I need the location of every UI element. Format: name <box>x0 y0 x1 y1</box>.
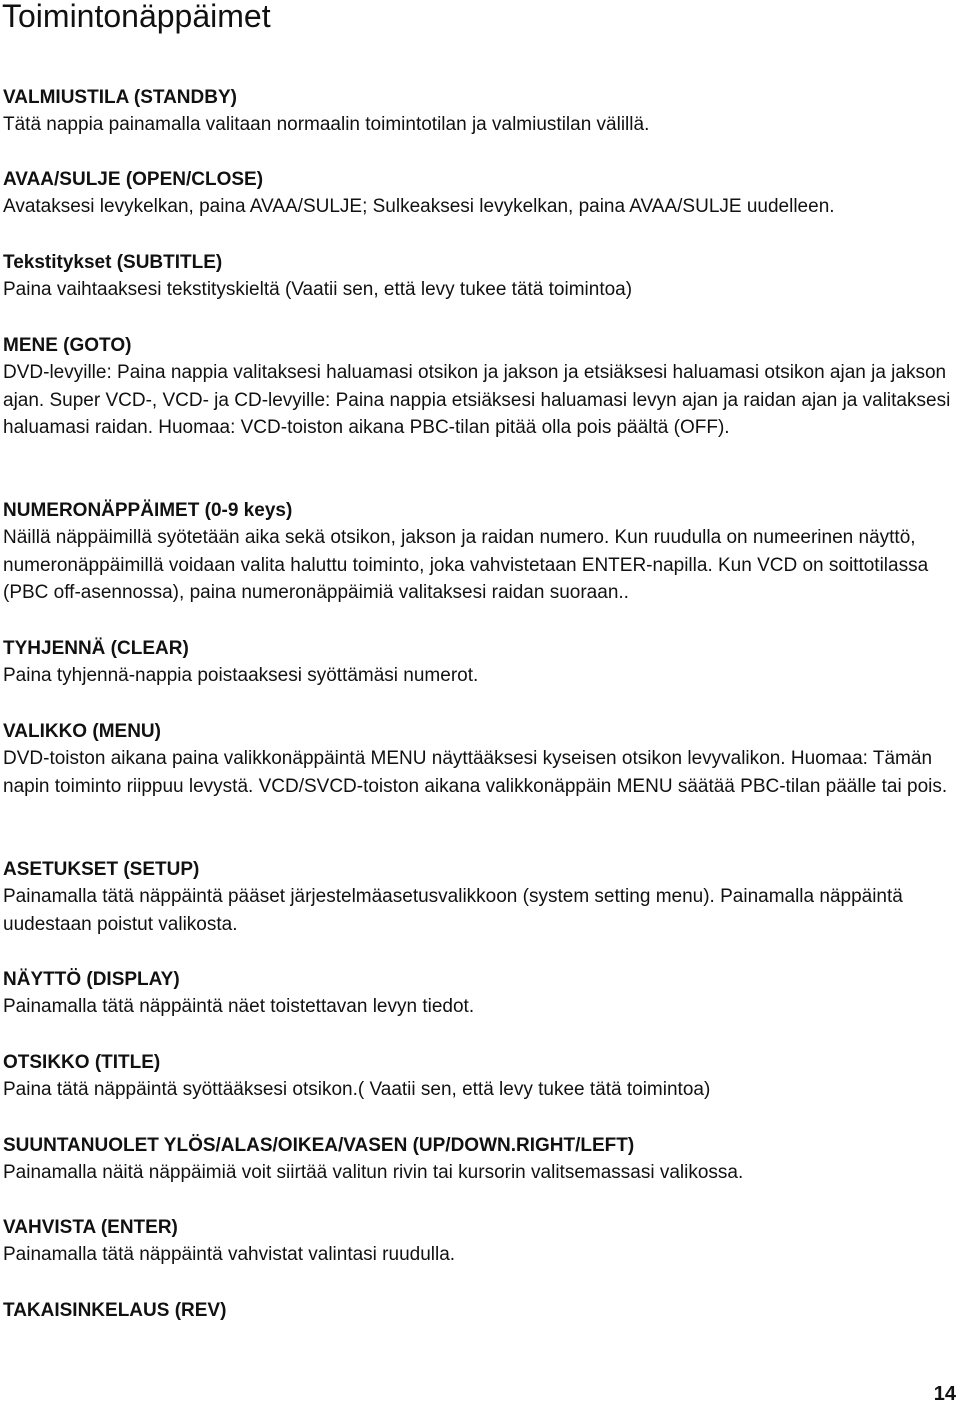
section-title <box>3 1049 958 1104</box>
section-body: DVD-toiston aikana paina valikkonäppäintä MENU näyttääksesi kyseisen otsikon levyvalikon. Huomaa: Tämän napin toiminto riippuu levystä. VCD/SVCD-toiston aikana valikkonäppäin MENU säätää PBC-tilan päälle tai pois. <box>3 748 948 797</box>
section-standby <box>3 84 958 139</box>
section-body: Painamalla tätä näppäintä vahvistat valintasi ruudulla. <box>3 1244 456 1265</box>
section-display <box>3 966 958 1021</box>
section-heading: TYHJENNÄ (CLEAR) <box>3 638 189 659</box>
section-setup <box>3 856 958 938</box>
section-body: Paina tyhjennä-nappia poistaaksesi syöttämäsi numerot. <box>3 665 479 686</box>
section-heading: NÄYTTÖ (DISPLAY) <box>3 969 180 990</box>
section-body: Näillä näppäimillä syötetään aika sekä otsikon, jakson ja raidan numero. Kun ruudulla on numeerinen näyttö, numeronäppäimillä voidaan valita haluttu toiminto, joka vahvistetaan ENTER-napilla. Kun VCD on soittotilassa (PBC off-asennossa), paina numeronäppäimiä valitaksesi raidan suoraan.. <box>3 527 929 603</box>
section-goto <box>3 332 958 442</box>
section-body: Tätä nappia painamalla valitaan normaalin toimintotilan ja valmiustilan välillä. <box>3 114 650 135</box>
section-enter <box>3 1214 958 1269</box>
section-body: Paina vaihtaaksesi tekstityskieltä (Vaatii sen, että levy tukee tätä toimintoa) <box>3 279 633 300</box>
section-heading: OTSIKKO (TITLE) <box>3 1052 161 1073</box>
section-body: Painamalla tätä näppäintä pääset järjestelmäasetusvalikkoon (system setting menu). Painamalla näppäintä uudestaan poistut valikosta. <box>3 886 903 935</box>
section-body: Avataksesi levykelkan, paina AVAA/SULJE; Sulkeaksesi levykelkan, paina AVAA/SULJE uudelleen. <box>3 196 835 217</box>
section-heading: TAKAISINKELAUS (REV) <box>3 1300 227 1321</box>
section-heading: VAHVISTA (ENTER) <box>3 1217 178 1238</box>
section-heading: SUUNTANUOLET YLÖS/ALAS/OIKEA/VASEN (UP/DOWN.RIGHT/LEFT) <box>3 1135 635 1156</box>
section-clear <box>3 635 958 690</box>
section-body: DVD-levyille: Paina nappia valitaksesi haluamasi otsikon ja jakson ja etsiäksesi haluamasi otsikon ajan ja jakson ajan. Super VCD-, VCD- ja CD-levyille: Paina nappia etsiäksesi haluamasi levyn ajan ja raidan ajan ja valitaksesi haluamasi raidan. Huomaa: VCD-toiston aikana PBC-tilan pitää olla pois päältä (OFF). <box>3 362 951 438</box>
section-heading: AVAA/SULJE (OPEN/CLOSE) <box>3 169 264 190</box>
section-open-close <box>3 166 958 221</box>
section-body: Painamalla tätä näppäintä näet toistettavan levyn tiedot. <box>3 996 475 1017</box>
section-heading: Tekstitykset (SUBTITLE) <box>3 252 223 273</box>
section-heading: VALMIUSTILA (STANDBY) <box>3 87 237 108</box>
section-heading: MENE (GOTO) <box>3 335 132 356</box>
section-menu <box>3 718 958 800</box>
section-number-keys <box>3 497 958 607</box>
page-number: 14 <box>933 1383 956 1405</box>
section-body: Painamalla näitä näppäimiä voit siirtää valitun rivin tai kursorin valitsemassasi valikossa. <box>3 1162 744 1183</box>
section-rev <box>3 1297 958 1324</box>
section-body: Paina tätä näppäintä syöttääksesi otsikon.( Vaatii sen, että levy tukee tätä toimintoa) <box>3 1079 711 1100</box>
section-heading: VALIKKO (MENU) <box>3 721 161 742</box>
section-arrow-keys <box>3 1132 958 1187</box>
section-heading: ASETUKSET (SETUP) <box>3 859 200 880</box>
section-heading: NUMERONÄPPÄIMET (0-9 keys) <box>3 500 293 521</box>
section-subtitle <box>3 249 958 304</box>
page-title: Toimintonäppäimet <box>2 0 271 34</box>
